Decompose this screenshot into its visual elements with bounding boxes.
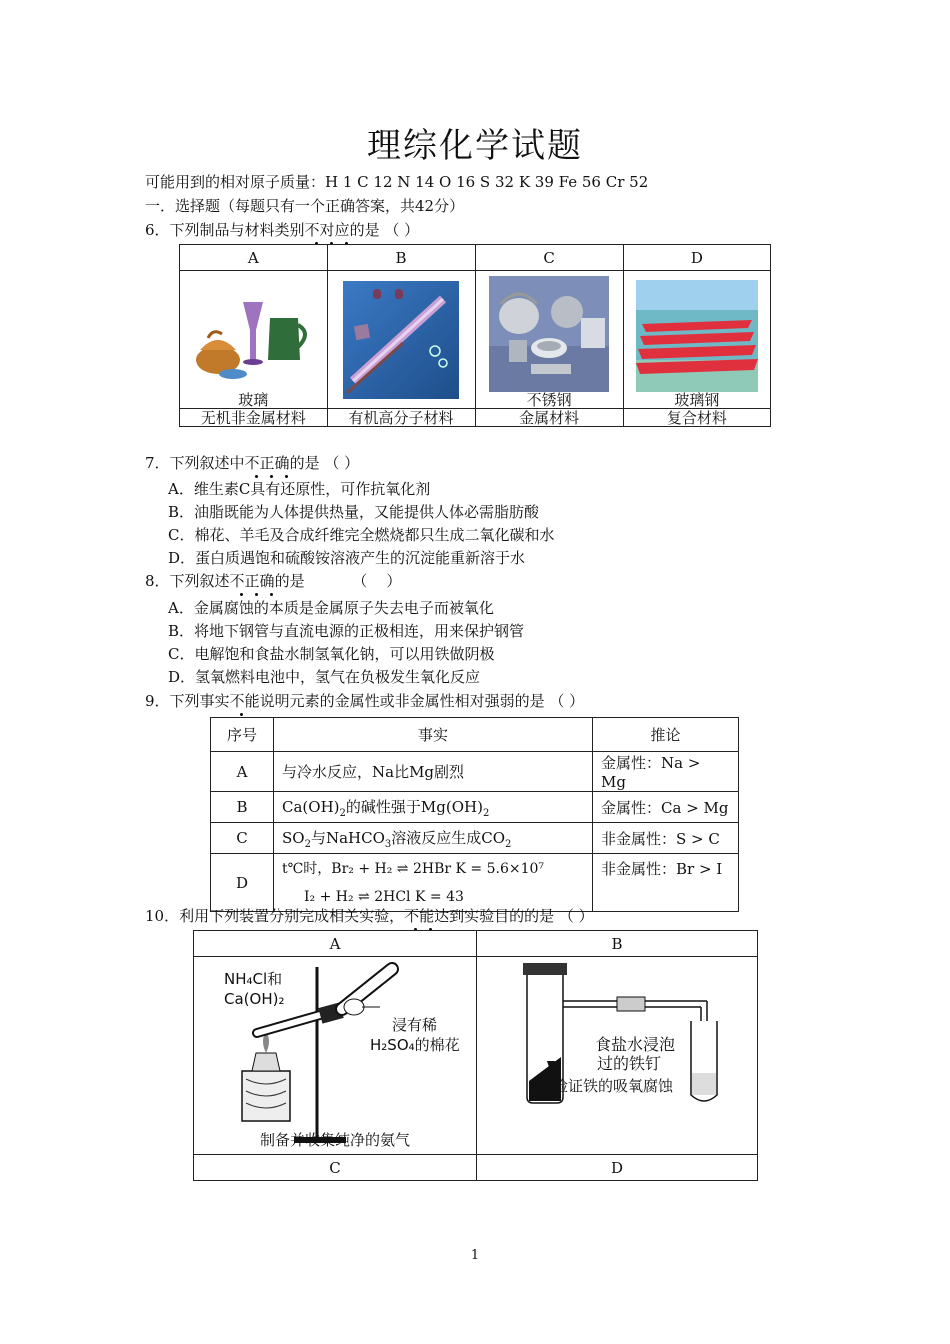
q10-header-a: A (194, 931, 477, 957)
q6-category-d: 复合材料 (623, 409, 770, 427)
q6-caption-a: 玻璃 (238, 391, 269, 409)
stainless-steel-image (489, 276, 609, 392)
q9-header-fact: 事实 (274, 718, 593, 752)
q9-row-a-conclusion: 金属性：Na > Mg (593, 752, 739, 792)
q7-option-b: B．油脂既能为人体提供热量，又能提供人体必需脂肪酸 (168, 503, 540, 521)
q9-header-conclusion: 推论 (593, 718, 739, 752)
q6-stem: 6．下列制品与材料类别不对应的是 （ ） (145, 221, 420, 239)
q9-row-d-fact (274, 854, 593, 912)
glassware-image (188, 280, 318, 392)
q7-emphasis: 不正确 (244, 454, 290, 472)
q10-header-d: D (477, 1155, 758, 1181)
q10-a-reagent-label: NH₄Cl和 Ca(OH)₂ (224, 970, 285, 1008)
q9-row-d-conclusion: 非金属性：Br > I (593, 854, 739, 912)
q8-option-a: A．金属腐蚀的本质是金属原子失去电子而被氧化 (168, 599, 494, 617)
q10-stem: 10．利用下列装置分别完成相关实验，不能达到实验目的的是 （ ） (145, 907, 594, 925)
q6-caption-c: 不锈钢 (526, 391, 572, 409)
q8-option-d: D．氢氧燃料电池中，氢气在负极发生氧化反应 (168, 668, 481, 686)
q6-table (179, 244, 771, 427)
q6-category-c: 金属材料 (475, 409, 623, 427)
page-title: 理综化学试题 (367, 126, 583, 166)
q9-table (210, 717, 739, 912)
q10-apparatus-b (477, 957, 758, 1155)
q6-caption-d: 玻璃钢 (674, 391, 720, 409)
section-heading: 一．选择题（每题只有一个正确答案，共42分） (145, 197, 465, 215)
q6-cell-d (623, 271, 770, 409)
q9-row-a-fact: 与冷水反应，Na比Mg剧烈 (274, 752, 593, 792)
q10-a-cotton-label: 浸有稀 H₂SO₄的棉花 (370, 1016, 460, 1054)
q10-emphasis: 不能 (404, 907, 435, 925)
q7-stem: 7．下列叙述中不正确的是 （ ） (145, 454, 360, 472)
q8-emphasis: 不正确 (229, 572, 275, 590)
q10-apparatus-a (194, 957, 477, 1155)
q9-row-c-fact: $SO_2$与NaHCO$_3$溶液反应生成$CO_2$ (274, 823, 593, 854)
q10-b-caption: 验证铁的吸氧腐蚀 (553, 1077, 674, 1095)
q6-cell-a (180, 271, 328, 409)
q9-row-c-conclusion: 非金属性：S > C (593, 823, 739, 854)
fiberglass-boats-image (636, 280, 758, 392)
q6-cell-b (327, 271, 475, 409)
q6-header-b: B (327, 245, 475, 271)
q9-row-d-line2: I₂ + H₂ ⇌ 2HCl K = 43 (304, 888, 464, 905)
q10-b-label: 食盐水浸泡 过的铁钉 (595, 1035, 676, 1073)
q8-option-b: B．将地下钢管与直流电源的正极相连，用来保护钢管 (168, 622, 525, 640)
q9-row-b-conclusion: 金属性：Ca > Mg (593, 792, 739, 823)
polymer-tube-image (343, 281, 459, 399)
atomic-masses: 可能用到的相对原子质量：H 1 C 12 N 14 O 16 S 32 K 39 Fe 56 Cr 52 (145, 173, 649, 191)
q6-emphasis: 不对应 (304, 221, 350, 239)
q9-row-b-id: B (211, 792, 274, 823)
page-number: 1 (470, 1248, 480, 1263)
q6-category-a: 无机非金属材料 (180, 409, 328, 427)
q7-option-d: D．蛋白质遇饱和硫酸铵溶液产生的沉淀能重新溶于水 (168, 549, 526, 567)
q9-header-id: 序号 (211, 718, 274, 752)
q9-stem: 9．下列事实不能说明元素的金属性或非金属性相对强弱的是 （ ） (145, 692, 585, 710)
q6-header-a: A (180, 245, 328, 271)
q10-header-c: C (194, 1155, 477, 1181)
q9-row-b-fact: $Ca(OH)_2$的碱性强于$Mg(OH)_2$ (274, 792, 593, 823)
q10-table (193, 930, 758, 1181)
q9-row-c-id: C (211, 823, 274, 854)
q8-stem: 8．下列叙述不正确的是 （ ） (145, 572, 402, 590)
q6-cell-c (475, 271, 623, 409)
q9-emphasis: 不 (229, 692, 245, 710)
q10-header-b: B (477, 931, 758, 957)
q7-option-c: C．棉花、羊毛及合成纤维完全燃烧都只生成二氧化碳和水 (168, 526, 555, 544)
q8-option-c: C．电解饱和食盐水制氢氧化钠，可以用铁做阴极 (168, 645, 495, 663)
q7-option-a: A．维生素C具有还原性，可作抗氧化剂 (168, 480, 431, 498)
q9-row-a-id: A (211, 752, 274, 792)
q6-category-b: 有机高分子材料 (327, 409, 475, 427)
q6-header-c: C (475, 245, 623, 271)
q9-row-d-id: D (211, 854, 274, 912)
q10-a-caption: 制备并收集纯净的氨气 (259, 1131, 410, 1149)
q9-row-d-line1: t℃时，Br₂ + H₂ ⇌ 2HBr K = 5.6×10⁷ (282, 860, 545, 877)
q6-header-d: D (623, 245, 770, 271)
